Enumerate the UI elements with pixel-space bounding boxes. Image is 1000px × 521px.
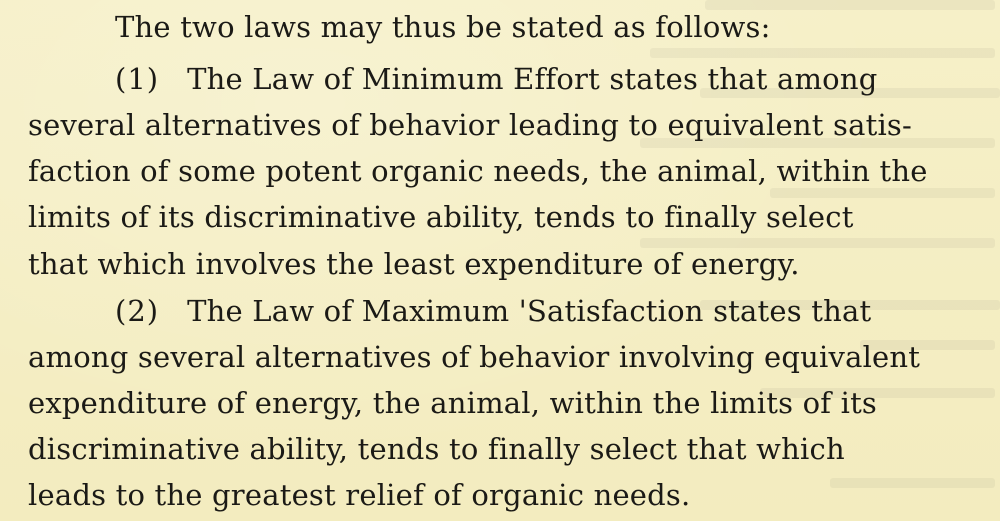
law2-number: (2) (115, 294, 160, 328)
law1-line-4: limits of its discriminative ability, tends to finally select (28, 200, 854, 234)
intro-line: The two laws may thus be stated as follows: (115, 10, 771, 44)
law1-first-line (115, 62, 878, 96)
law2-line-3: expenditure of energy, the animal, within the limits of its (28, 386, 878, 420)
law1-line-1: The Law of Minimum Effort states that among (187, 62, 878, 96)
law1-line-2: several alternatives of behavior leading to equivalent satis- (28, 108, 912, 142)
law2-line-2: among several alternatives of behavior involving equivalent (28, 340, 921, 374)
law1-line-5: that which involves the least expenditure of energy. (28, 247, 800, 281)
law2-line-5: leads to the greatest relief of organic needs. (28, 478, 691, 512)
law1-line-3: faction of some potent organic needs, the animal, within the (28, 154, 928, 188)
law2-line-1: The Law of Maximum 'Satisfaction states that (187, 294, 872, 328)
law1-number: (1) (115, 62, 160, 96)
law2-line-4: discriminative ability, tends to finally select that which (28, 432, 845, 466)
law2-first-line (115, 294, 872, 328)
